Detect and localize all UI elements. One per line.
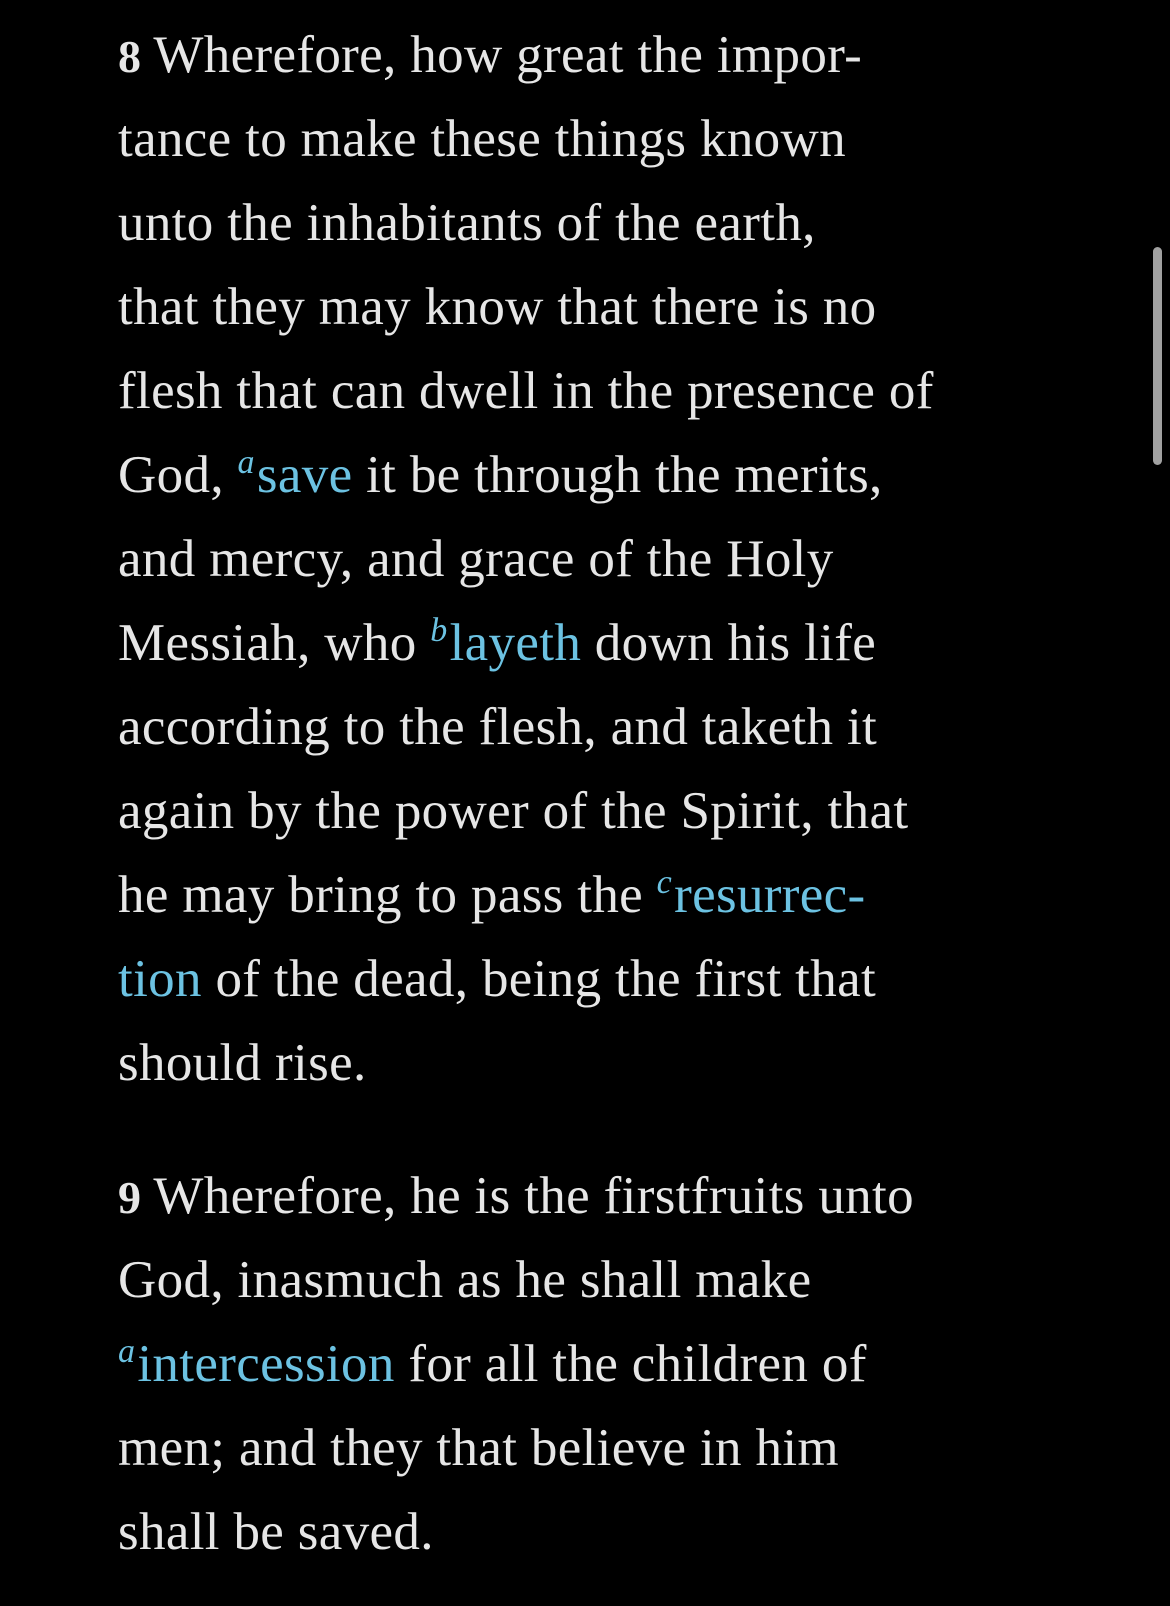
verse-line [118, 769, 934, 853]
footnote-word: resurrec- [674, 866, 866, 924]
verse-line [118, 349, 934, 433]
verse-text: according to the flesh, and taketh it [118, 698, 878, 756]
verse-line [118, 13, 934, 97]
verse-line [118, 1154, 914, 1238]
verse-text: Wherefore, he is the firstfruits unto [153, 1167, 914, 1225]
verse-line [118, 1322, 914, 1406]
verse-text: that they may know that there is no [118, 278, 877, 336]
verse-text: shall be saved. [118, 1503, 434, 1561]
footnote-link[interactable] [430, 614, 581, 672]
footnote-marker: b [430, 612, 448, 649]
verse-text: of the dead, being the first that [201, 950, 877, 1008]
verse-8 [118, 13, 934, 1105]
scroll-thumb[interactable] [1153, 247, 1162, 465]
verse-9 [118, 1154, 914, 1574]
verse-number[interactable]: 8 [118, 31, 142, 82]
verse-text: flesh that can dwell in the presence of [118, 362, 934, 420]
verse-line [118, 937, 934, 1021]
footnote-link[interactable] [238, 446, 353, 504]
scrollbar[interactable] [1140, 0, 1170, 1606]
verse-text: tance to make these things known [118, 110, 846, 168]
verse-text: again by the power of the Spirit, that [118, 782, 909, 840]
verse-text: and mercy, and grace of the Holy [118, 530, 834, 588]
verse-line [118, 1490, 914, 1574]
footnote-marker: c [656, 864, 673, 901]
verse-text: men; and they that believe in him [118, 1419, 839, 1477]
verse-line [118, 601, 934, 685]
verse-line [118, 685, 934, 769]
verse-line [118, 517, 934, 601]
footnote-word: save [256, 446, 353, 504]
footnote-marker: a [237, 444, 255, 481]
footnote-word: intercession [137, 1335, 395, 1393]
footnote-link[interactable] [118, 1335, 395, 1393]
verse-text: God, [118, 446, 238, 504]
verse-text: unto the inhabitants of the earth, [118, 194, 816, 252]
verse-text: God, inasmuch as he shall make [118, 1251, 812, 1309]
verse-text: should rise. [118, 1034, 367, 1092]
footnote-word: layeth [449, 614, 582, 672]
footnote-word: tion [118, 950, 202, 1008]
footnote-link[interactable] [118, 950, 202, 1008]
footnote-link[interactable] [657, 866, 866, 924]
verse-text: it be through the merits, [352, 446, 883, 504]
verse-text: for all the children of [394, 1335, 867, 1393]
verse-line [118, 1238, 914, 1322]
verse-line [118, 853, 934, 937]
verse-line [118, 181, 934, 265]
footnote-marker: a [118, 1333, 136, 1370]
verse-text: Messiah, who [118, 614, 431, 672]
verse-text: down his life [581, 614, 877, 672]
verse-text: Wherefore, how great the impor- [153, 26, 863, 84]
verse-line [118, 433, 934, 517]
verse-line [118, 265, 934, 349]
verse-line [118, 97, 934, 181]
verse-text: he may bring to pass the [118, 866, 657, 924]
verse-line [118, 1021, 934, 1105]
verse-line [118, 1406, 914, 1490]
verse-number[interactable]: 9 [118, 1172, 142, 1223]
